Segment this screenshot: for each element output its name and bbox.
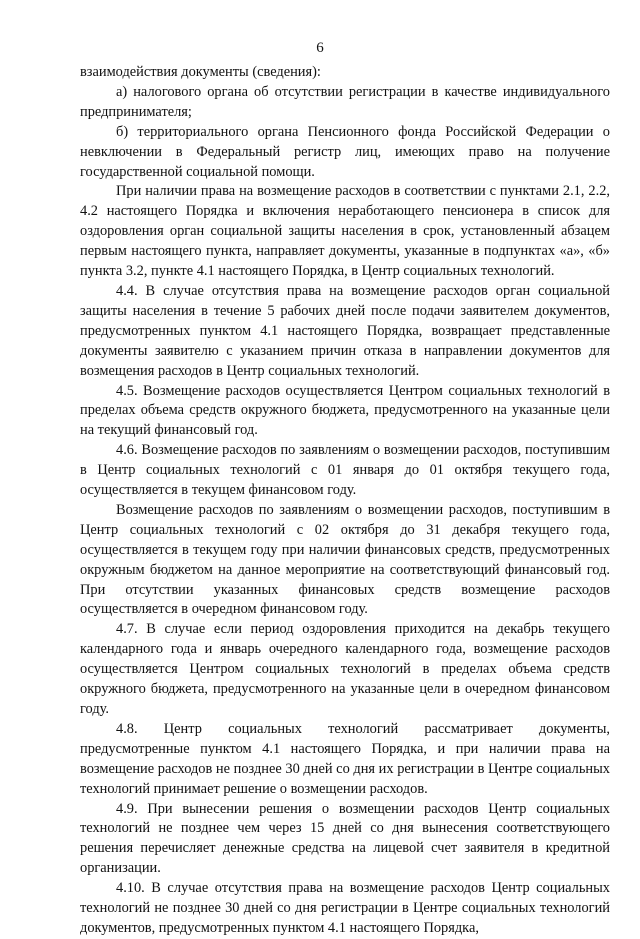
paragraph-tax-authority: а) налогового органа об отсутствии регистрации в качестве индивидуального предпринимателя;	[80, 83, 610, 120]
paragraph-eligibility: При наличии права на возмещение расходов в соответствии с пунктами 2.1, 2.2, 4.2 настоящего Порядка и включения неработающего пенсионера в список для оздоровления орган социальной защиты населения в срок, установленный абзацем первым настоящего пункта, направляет документы, указанные в подпунктах «а», «б» пункта 3.2, пункте 4.1 настоящего Порядка, в Центр социальных технологий.	[80, 183, 610, 280]
paragraph-4-9: 4.9. При вынесении решения о возмещении расходов Центр социальных технологий не позднее чем через 15 дней со дня вынесения соответствующего решения перечисляет денежные средства на лицевой счет заявителя в кредитной организации.	[80, 800, 610, 877]
paragraph-4-8: 4.8. Центр социальных технологий рассматривает документы, предусмотренные пунктом 4.1 настоящего Порядка, и при наличии права на возмещение расходов не позднее 30 дней со дня их регистрации в Центре социальных технологий принимает решение о возмещении расходов.	[80, 720, 610, 797]
paragraph-4-5: 4.5. Возмещение расходов осуществляется Центром социальных технологий в пределах объема средств окружного бюджета, предусмотренного на указанные цели на текущий финансовый год.	[80, 382, 610, 439]
paragraph-4-6-continued: Возмещение расходов по заявлениям о возмещении расходов, поступившим в Центр социальных технологий с 02 октября до 31 декабря текущего года, осуществляется в текущем году при наличии финансовых средств, предусмотренных окружным бюджетом на данное мероприятие на соответствующий финансовый год. При отсутствии указанных финансовых средств возмещение расходов осуществляется в очередном финансовом году.	[80, 501, 610, 618]
paragraph-4-6: 4.6. Возмещение расходов по заявлениям о возмещении расходов, поступившим в Центр социальных технологий с 01 января до 01 октября текущего года, осуществляется в текущем финансовом году.	[80, 442, 610, 499]
document-body	[80, 63, 610, 939]
paragraph-pension-fund: б) территориального органа Пенсионного фонда Российской Федерации о невключении в Федеральный регистр лиц, имеющих право на получение государственной социальной помощи.	[80, 123, 610, 180]
paragraph-intro: взаимодействия документы (сведения):	[80, 64, 321, 80]
page-number: 6	[316, 40, 324, 56]
paragraph-4-7: 4.7. В случае если период оздоровления приходится на декабрь текущего календарного года и январь очередного календарного года, возмещение расходов осуществляется Центром социальных технологий в пределах объема средств окружного бюджета, предусмотренного на указанные цели в очередном финансовом году.	[80, 621, 610, 717]
paragraph-4-10: 4.10. В случае отсутствия права на возмещение расходов Центр социальных технологий не позднее 30 дней со дня регистрации в Центре социальных технологий документов, предусмотренных пунктом 4.1 настоящего Порядка,	[80, 880, 610, 936]
paragraph-4-4: 4.4. В случае отсутствия права на возмещение расходов орган социальной защиты населения в течение 5 рабочих дней после подачи заявителем документов, предусмотренных пунктом 4.1 настоящего Порядка, возвращает представленные документы заявителю с указанием причин отказа в направлении документов для возмещения расходов в Центр социальных технологий.	[80, 282, 610, 379]
